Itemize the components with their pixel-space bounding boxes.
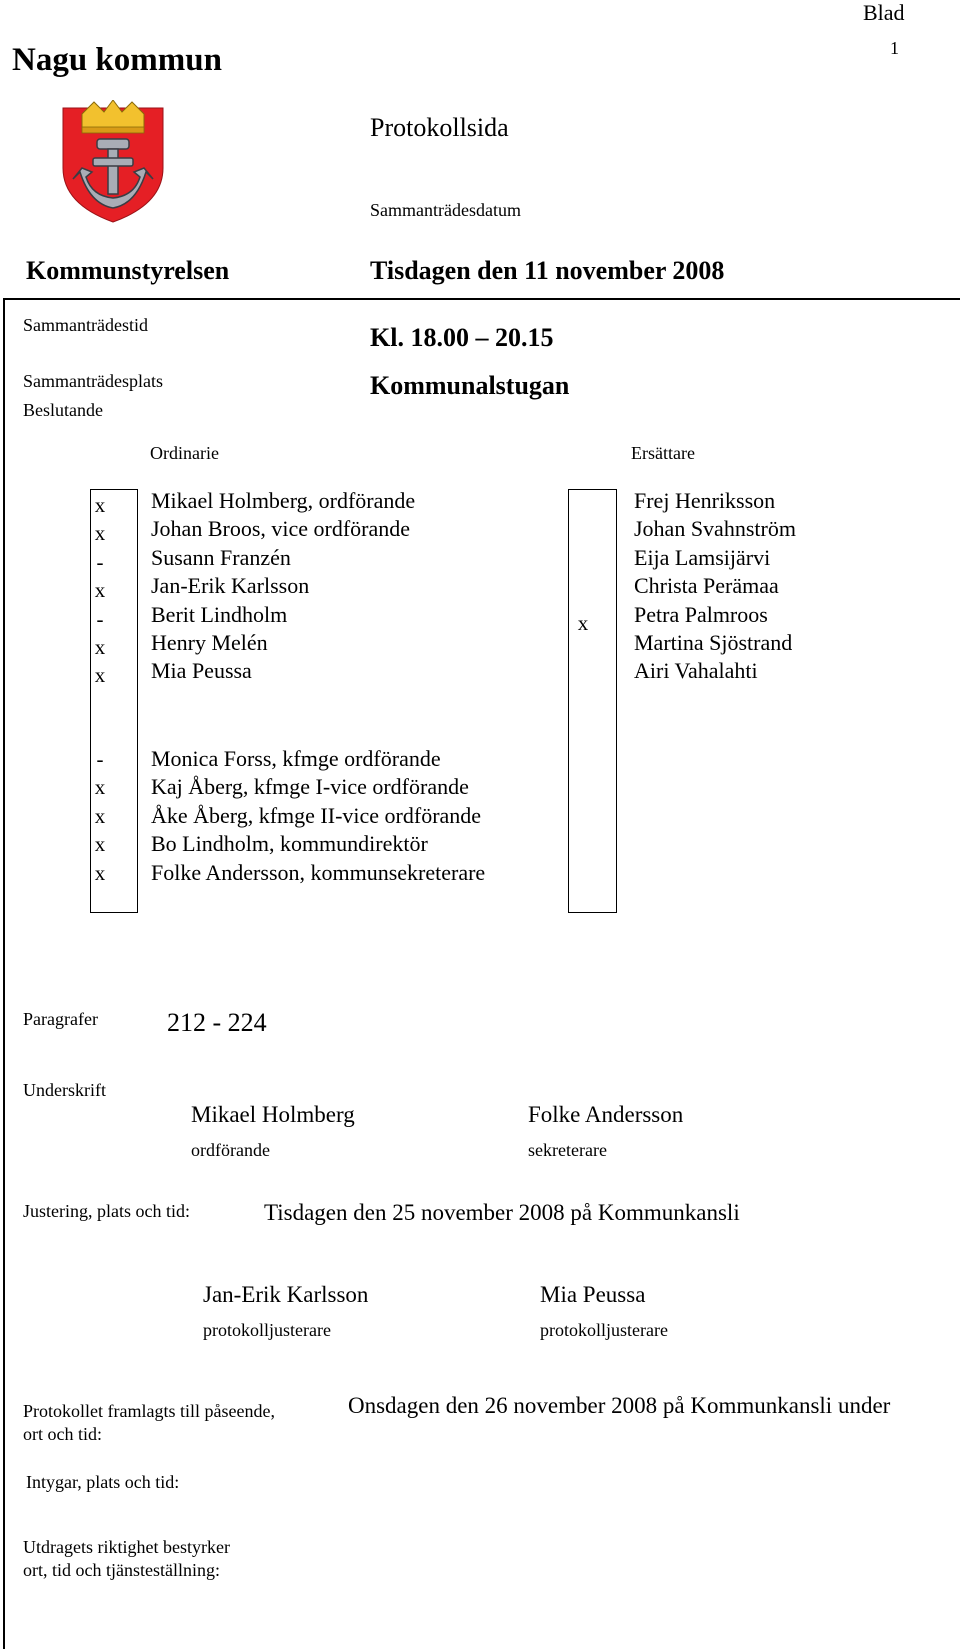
attendance-mark: x xyxy=(94,832,106,857)
ordinary-members-list xyxy=(151,487,415,686)
signer-2-name: Folke Andersson xyxy=(528,1102,684,1127)
blad-number: 1 xyxy=(890,38,899,58)
deciding-label: Beslutande xyxy=(23,400,103,420)
adjuster-1-role: protokolljusterare xyxy=(203,1320,331,1340)
attendance-mark: x xyxy=(94,775,106,800)
extract-label-line-1: Utdragets riktighet bestyrker xyxy=(23,1537,230,1557)
list-item: Åke Åberg, kfmge II-vice ordförande xyxy=(151,802,482,828)
signer-2-role: sekreterare xyxy=(528,1140,607,1160)
signer-1-name: Mikael Holmberg xyxy=(191,1102,355,1127)
adjustment-label: Justering, plats och tid: xyxy=(23,1201,190,1221)
meeting-place: Kommunalstugan xyxy=(370,371,570,400)
list-item: Henry Melén xyxy=(151,630,268,656)
ordinary-header: Ordinarie xyxy=(150,443,219,463)
page-title: Protokollsida xyxy=(370,113,509,142)
other-marks xyxy=(80,745,120,887)
substitutes-list xyxy=(634,487,796,686)
adjuster-1-name: Jan-Erik Karlsson xyxy=(203,1282,369,1307)
list-item: Johan Svahnström xyxy=(634,516,796,542)
substitute-header: Ersättare xyxy=(631,443,695,463)
substitute-marks-box xyxy=(568,489,617,913)
meeting-time: Kl. 18.00 – 20.15 xyxy=(370,323,554,352)
attendance-mark: x xyxy=(94,663,106,688)
attendance-mark: x xyxy=(94,860,106,885)
list-item: Kaj Åberg, kfmge I-vice ordförande xyxy=(151,774,469,800)
list-item: Berit Lindholm xyxy=(151,601,288,627)
meeting-date-label: Sammanträdesdatum xyxy=(370,200,521,220)
attendance-mark: x xyxy=(94,521,106,546)
meeting-date: Tisdagen den 11 november 2008 xyxy=(370,256,725,285)
blad-label: Blad xyxy=(863,0,905,25)
list-item: Mia Peussa xyxy=(151,658,252,684)
crown-icon xyxy=(82,100,144,133)
displayed-label-line-1: Protokollet framlagts till påseende, xyxy=(23,1401,275,1421)
attendance-mark: - xyxy=(96,549,104,574)
attendance-mark: x xyxy=(94,493,106,517)
signer-1-role: ordförande xyxy=(191,1140,270,1160)
paragraphs-value: 212 - 224 xyxy=(167,1008,267,1037)
attendance-mark: - xyxy=(96,606,104,631)
list-item: Airi Vahalahti xyxy=(634,658,758,684)
substitute-mark: x xyxy=(577,611,589,635)
list-item: Monica Forss, kfmge ordförande xyxy=(151,746,441,771)
left-border xyxy=(3,298,5,1649)
list-item: Johan Broos, vice ordförande xyxy=(151,516,411,542)
meeting-time-label: Sammanträdestid xyxy=(23,315,148,335)
certify-label: Intygar, plats och tid: xyxy=(26,1472,180,1492)
list-item: Christa Perämaa xyxy=(634,573,779,599)
header-divider xyxy=(3,298,960,300)
governing-body: Kommunstyrelsen xyxy=(26,256,230,285)
meeting-place-label: Sammanträdesplats xyxy=(23,371,163,391)
ordinary-marks xyxy=(80,491,120,690)
municipality-name: Nagu kommun xyxy=(12,42,222,78)
extract-label-line-2: ort, tid och tjänsteställning: xyxy=(23,1560,220,1580)
list-item: Eija Lamsijärvi xyxy=(634,544,771,570)
list-item: Petra Palmroos xyxy=(634,601,768,627)
others-list xyxy=(151,745,485,887)
signature-label: Underskrift xyxy=(23,1080,106,1100)
list-item: Bo Lindholm, kommundirektör xyxy=(151,831,428,857)
list-item: Frej Henriksson xyxy=(634,488,776,513)
attendance-mark: x xyxy=(94,803,106,828)
list-item: Martina Sjöstrand xyxy=(634,630,793,656)
list-item: Susann Franzén xyxy=(151,544,291,570)
coat-of-arms-icon xyxy=(60,100,166,225)
list-item: Mikael Holmberg, ordförande xyxy=(151,488,416,513)
attendance-mark: x xyxy=(94,635,106,660)
displayed-label-line-2: ort och tid: xyxy=(23,1424,102,1444)
paragraphs-label: Paragrafer xyxy=(23,1009,98,1029)
adjuster-2-role: protokolljusterare xyxy=(540,1320,668,1340)
adjuster-2-name: Mia Peussa xyxy=(540,1282,646,1307)
adjustment-value: Tisdagen den 25 november 2008 på Kommunkansli xyxy=(264,1200,740,1225)
displayed-value: Onsdagen den 26 november 2008 på Kommunkansli under xyxy=(348,1393,891,1418)
attendance-mark: x xyxy=(94,578,106,603)
attendance-mark: - xyxy=(96,747,104,771)
list-item: Jan-Erik Karlsson xyxy=(151,573,310,599)
list-item: Folke Andersson, kommunsekreterare xyxy=(151,859,486,885)
